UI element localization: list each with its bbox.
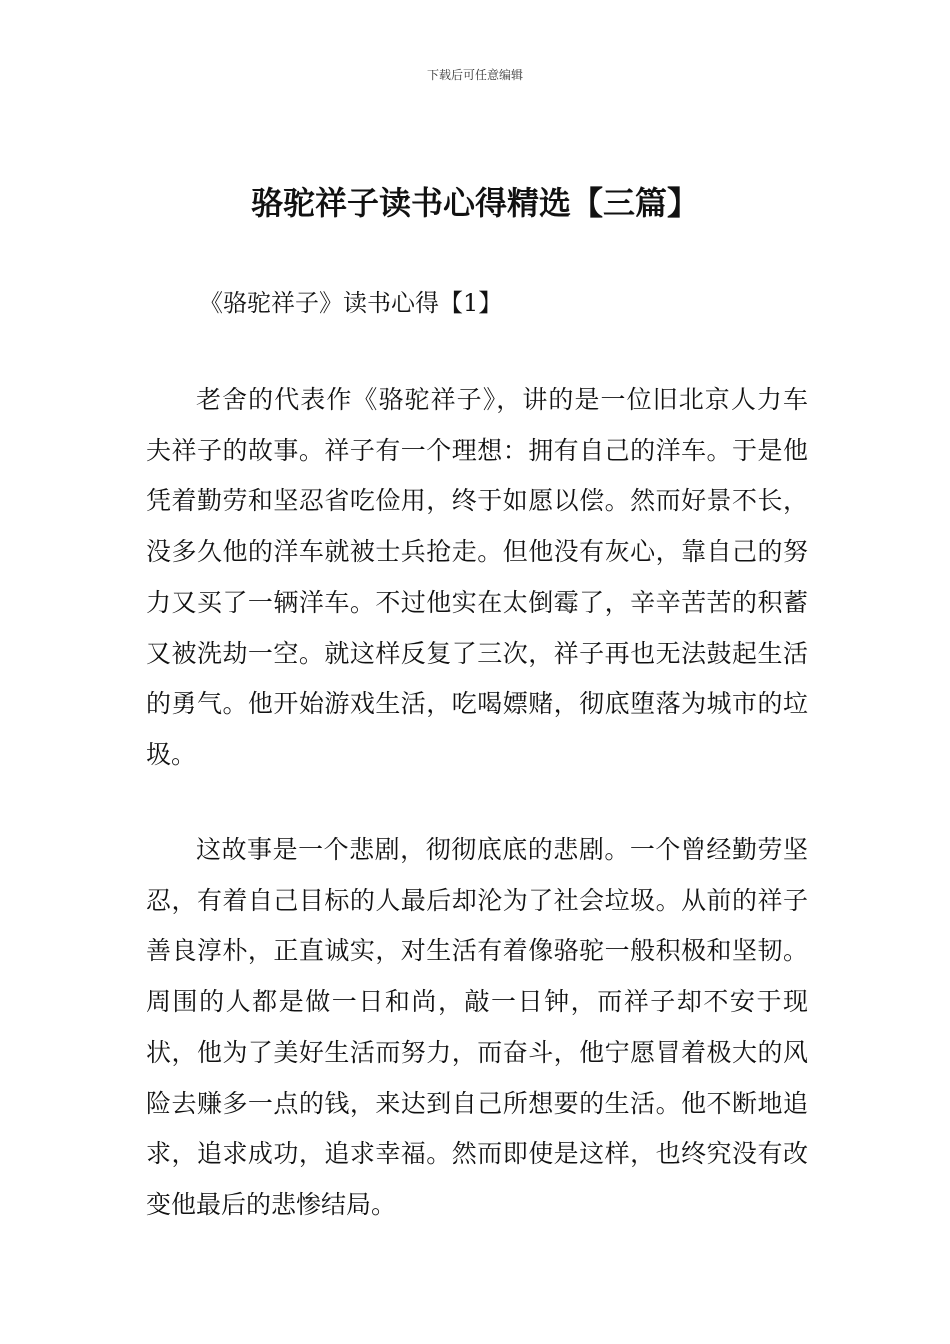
section-title: 《骆驼祥子》读书心得【1】 (199, 289, 503, 317)
body-paragraph: 这故事是一个悲剧，彻彻底底的悲剧。一个曾经勤劳坚忍，有着自己目标的人最后却沦为了社会垃圾。从前的祥子善良淳朴，正直诚实，对生活有着像骆驼一般积极和坚韧。周围的人都是做一日和尚，敲一日钟，而祥子却不安于现状，他为了美好生活而努力，而奋斗，他宁愿冒着极大的风险去赚多一点的钱，来达到自己所想要的生活。他不断地追求，追求成功，追求幸福。然而即使是这样，也终究没有改变他最后的悲惨结局。 (146, 835, 808, 1219)
document-title: 骆驼祥子读书心得精选【三篇】 (250, 184, 699, 222)
body-paragraph: 老舍的代表作《骆驼祥子》，讲的是一位旧北京人力车夫祥子的故事。祥子有一个理想：拥有自己的洋车。于是他凭着勤劳和坚忍省吃俭用，终于如愿以偿。然而好景不长，没多久他的洋车就被士兵抢走。但他没有灰心，靠自己的努力又买了一辆洋车。不过他实在太倒霉了，辛辛苦苦的积蓄又被洗劫一空。就这样反复了三次，祥子再也无法鼓起生活的勇气。他开始游戏生活，吃喝嫖赌，彻底堕落为城市的垃圾。 (146, 385, 808, 769)
page-header-note: 下载后可任意编辑 (426, 68, 523, 82)
